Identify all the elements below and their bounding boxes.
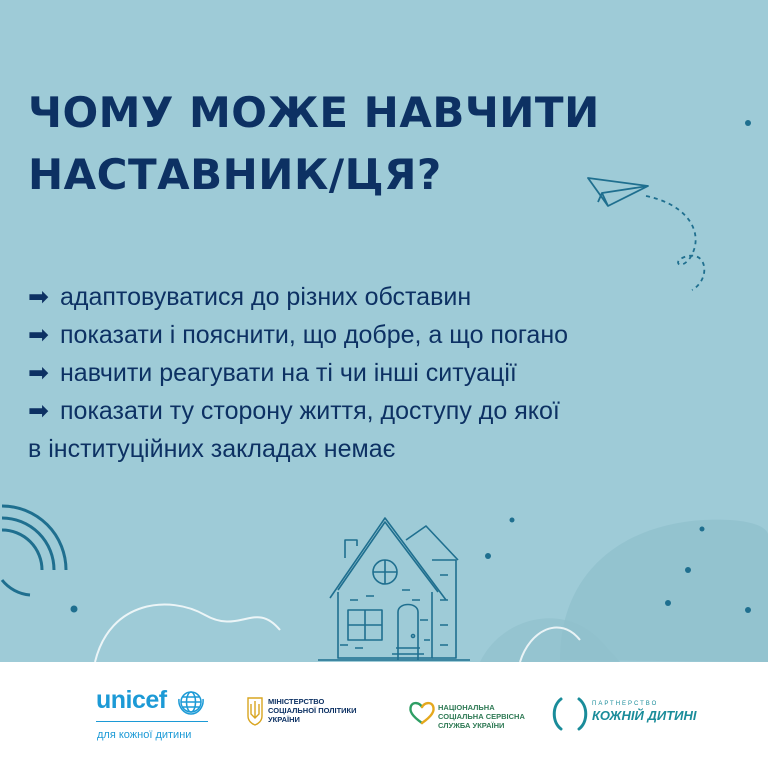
page-title: [28, 82, 600, 206]
list-item-text: навчити реагувати на ті чи інші ситуації: [60, 359, 517, 387]
trident-emblem-icon: [246, 696, 264, 726]
list-item: [28, 316, 758, 354]
arrow-right-icon: ➡: [28, 397, 49, 425]
list-item-text: адаптовуватися до різних обставин: [60, 283, 472, 311]
unicef-globe-icon: [178, 689, 204, 715]
title-line-1: ЧОМУ МОЖЕ НАВЧИТИ: [28, 88, 600, 137]
ministry-line-2: СОЦІАЛЬНОЇ ПОЛІТИКИ: [268, 706, 357, 715]
ministry-logo-text: [268, 697, 357, 724]
parentheses-logo-icon: [551, 697, 589, 731]
list-item: [28, 278, 758, 316]
partnership-logo-text: [592, 701, 696, 723]
partnership-main-text: КОЖНІЙ ДИТИНІ: [592, 708, 697, 723]
list-item-text: в інституційних закладах немає: [28, 435, 396, 463]
partnership-top-text: ПАРТНЕРСТВО: [592, 701, 659, 707]
list-item-text: показати і пояснити, що добре, а що погано: [60, 321, 569, 349]
list-item-continuation: [28, 430, 758, 468]
list-item-text: показати ту сторону життя, доступу до якої: [60, 397, 560, 425]
nsss-line-2: СОЦІАЛЬНА СЕРВІСНА: [438, 712, 525, 721]
title-line-2: НАСТАВНИК/ЦЯ?: [28, 150, 442, 199]
arrow-right-icon: ➡: [28, 359, 49, 387]
nsss-line-1: НАЦІОНАЛЬНА: [438, 703, 495, 712]
list-item: [28, 354, 758, 392]
benefits-list: [28, 278, 758, 468]
unicef-tagline: для кожної дитини: [97, 729, 192, 741]
arrow-right-icon: ➡: [28, 283, 49, 311]
unicef-divider: [96, 721, 208, 722]
nsss-logo-text: [438, 703, 525, 730]
arrow-right-icon: ➡: [28, 321, 49, 349]
heart-hands-icon: [408, 700, 436, 726]
unicef-logo-text: unicef: [96, 686, 167, 714]
ministry-line-3: УКРАЇНИ: [268, 715, 300, 724]
ministry-line-1: МІНІСТЕРСТВО: [268, 697, 325, 706]
list-item: [28, 392, 758, 430]
nsss-line-3: СЛУЖБА УКРАЇНИ: [438, 721, 505, 730]
